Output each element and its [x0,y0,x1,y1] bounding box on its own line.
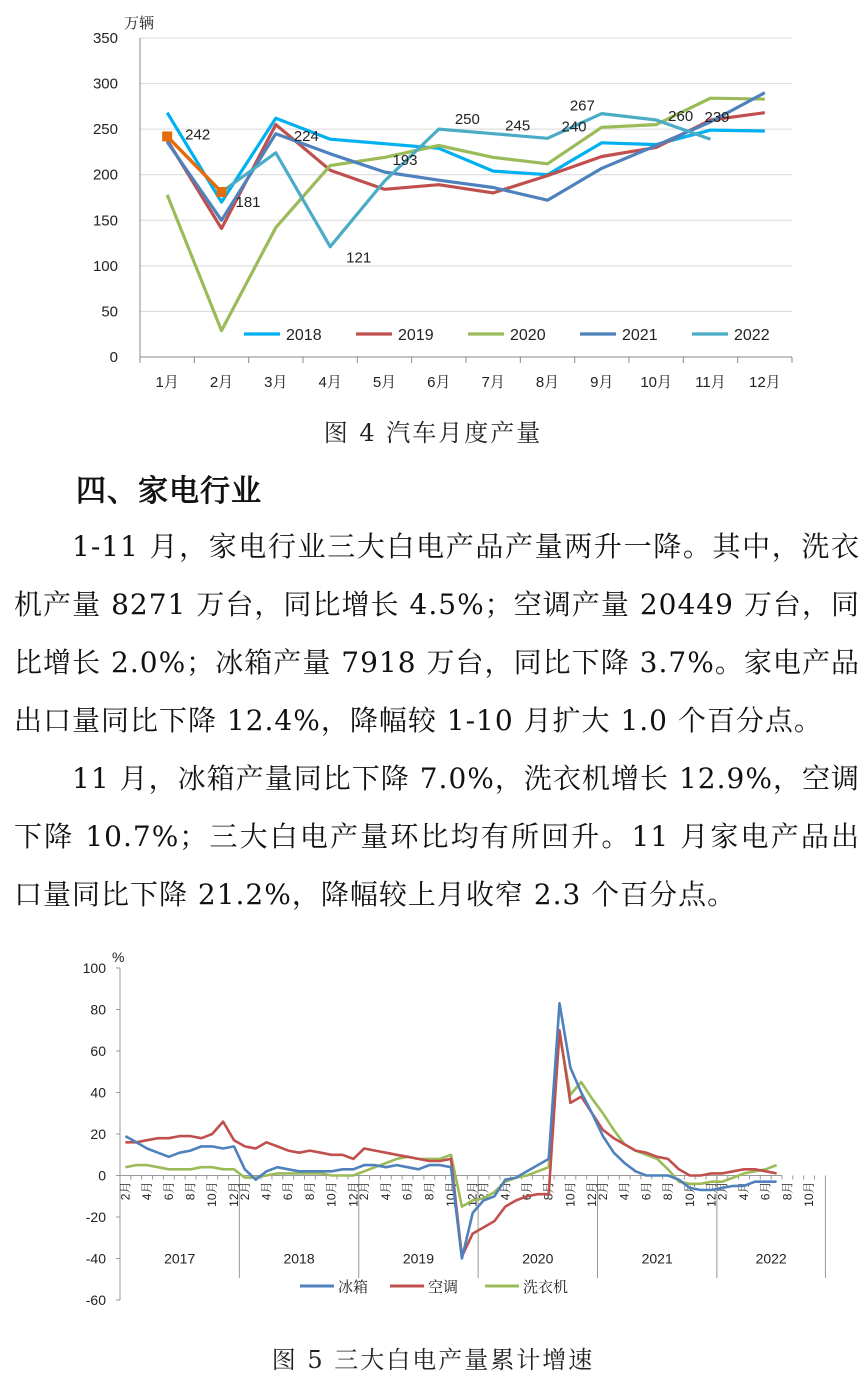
y-tick-label: -40 [85,1250,106,1267]
x-tick-label: 2月 [595,1181,610,1201]
x-tick-label: 4月 [318,374,342,391]
figure4-ylabel: 万辆 [124,15,155,32]
y-tick-label: 250 [92,121,118,139]
x-tick-label: 4月 [737,1181,752,1201]
x-tick-label: 10月 [444,1181,458,1207]
x-tick-label: 8月 [535,374,560,391]
year-label: 2018 [283,1250,315,1267]
data-label: 240 [561,118,587,136]
highlight-marker [162,131,172,141]
paragraph-1: 1-11 月，家电行业三大白电产品产量两升一降。其中，洗衣机产量 8271 万台，同比增长 4.5%；空调产量 20449 万台，同比增长 2.0%；冰箱产量 7918 万台，同比下降 3.7%。家电产品出口量同比下降 12.4%，降幅较 1-10 月扩大 1.0 个百分点。 [14,530,860,737]
x-tick-label: 2月 [476,1181,491,1201]
x-tick-label: 10月 [640,374,673,391]
x-tick-label: 6月 [427,374,451,391]
x-tick-label: 8月 [541,1181,556,1201]
y-tick-label: 100 [92,257,118,275]
legend-label-2020: 2020 [510,327,546,344]
x-tick-label: 4月 [498,1181,513,1201]
x-tick-label: 4月 [378,1181,393,1201]
data-label: 193 [392,152,418,170]
paragraph-2: 11 月，冰箱产量同比下降 7.0%，洗衣机增长 12.9%，空调下降 10.7%；三大白电产量环比均有所回升。11 月家电产品出口量同比下降 21.2%，降幅较上月收窄 2.3 个百分点。 [14,762,860,911]
x-tick-label: 12月 [704,1181,719,1207]
x-tick-label: 6月 [639,1181,654,1201]
x-tick-label: 4月 [259,1181,274,1201]
legend-label-2022: 2022 [734,327,770,344]
x-tick-label: 10月 [205,1181,220,1207]
figure5-caption: 图 5 三大白电产量累计增速 [271,1346,595,1374]
y-tick-label: 0 [109,349,118,366]
data-label: 224 [293,127,319,145]
data-label: 267 [569,97,595,115]
figure5-ylabel: % [112,949,125,965]
x-tick-label: 2月 [209,374,234,391]
x-tick-label: 8月 [302,1181,317,1201]
y-tick-label: 50 [101,303,118,321]
x-tick-label: 2月 [357,1181,372,1201]
x-tick-label: 2月 [118,1181,133,1201]
x-tick-label: 10月 [802,1181,817,1207]
x-tick-label: 12月 [465,1181,480,1207]
x-tick-label: 12月 [585,1181,600,1207]
data-label: 245 [505,117,531,135]
x-tick-label: 10月 [563,1181,578,1207]
x-tick-label: 6月 [281,1181,296,1201]
y-tick-label: 150 [92,212,118,230]
year-label: 2020 [522,1250,554,1267]
data-label: 260 [668,108,694,126]
legend-label-洗衣机: 洗衣机 [523,1279,569,1296]
x-tick-label: 6月 [161,1181,176,1201]
x-tick-label: 8月 [183,1181,198,1201]
x-tick-label: 4月 [617,1181,632,1201]
y-tick-label: 80 [90,1001,106,1018]
x-tick-label: 8月 [422,1181,437,1201]
year-label: 2021 [641,1250,673,1267]
x-tick-label: 12月 [748,374,781,391]
x-tick-label: 1月 [155,374,179,391]
y-tick-label: 40 [90,1084,106,1101]
year-label: 2022 [755,1250,787,1267]
x-tick-label: 5月 [372,374,397,391]
legend-label-2019: 2019 [398,327,434,344]
y-tick-label: 60 [90,1043,106,1059]
y-tick-label: 100 [82,960,106,976]
series-line-冰箱 [125,1003,776,1258]
year-label: 2017 [164,1250,196,1267]
figure5-chart [0,940,866,1305]
x-tick-label: 6月 [400,1181,415,1201]
figure4-caption: 图 4 汽车月度产量 [323,419,543,447]
legend-label-2021: 2021 [622,327,658,344]
figure4-chart [0,0,866,400]
y-tick-label: 300 [92,75,118,93]
x-tick-label: 10月 [682,1181,697,1207]
x-tick-label: 6月 [758,1181,773,1201]
y-tick-label: -20 [85,1209,106,1225]
legend-label-2018: 2018 [286,327,322,344]
y-tick-label: 200 [92,166,118,184]
data-label: 250 [454,111,480,129]
x-tick-label: 8月 [661,1181,676,1201]
x-tick-label: 12月 [346,1181,361,1207]
highlight-marker [217,187,227,197]
data-label: 239 [704,109,730,127]
x-tick-label: 6月 [519,1181,534,1201]
x-tick-label: 3月 [264,374,288,391]
x-tick-label: 8月 [780,1181,795,1201]
x-tick-label: 11月 [695,374,726,391]
series-line-空调 [125,1030,776,1256]
series-line-2020 [167,98,765,330]
data-label: 181 [235,194,261,212]
legend-label-冰箱: 冰箱 [338,1279,369,1296]
legend-label-空调: 空调 [428,1279,459,1296]
data-label: 121 [346,249,372,267]
y-tick-label: 350 [92,30,118,47]
data-label: 242 [185,126,211,144]
x-tick-label: 12月 [226,1181,241,1207]
x-tick-label: 10月 [324,1181,339,1207]
year-label: 2019 [402,1250,435,1267]
x-tick-label: 2月 [237,1181,252,1201]
y-tick-label: -60 [85,1292,106,1305]
section-heading: 四、家电行业 [76,474,262,509]
x-tick-label: 4月 [140,1181,155,1201]
y-tick-label: 0 [98,1167,106,1184]
y-tick-label: 20 [90,1126,106,1142]
x-tick-label: 9月 [590,374,614,391]
x-tick-label: 2月 [715,1181,730,1201]
x-tick-label: 7月 [481,374,505,391]
